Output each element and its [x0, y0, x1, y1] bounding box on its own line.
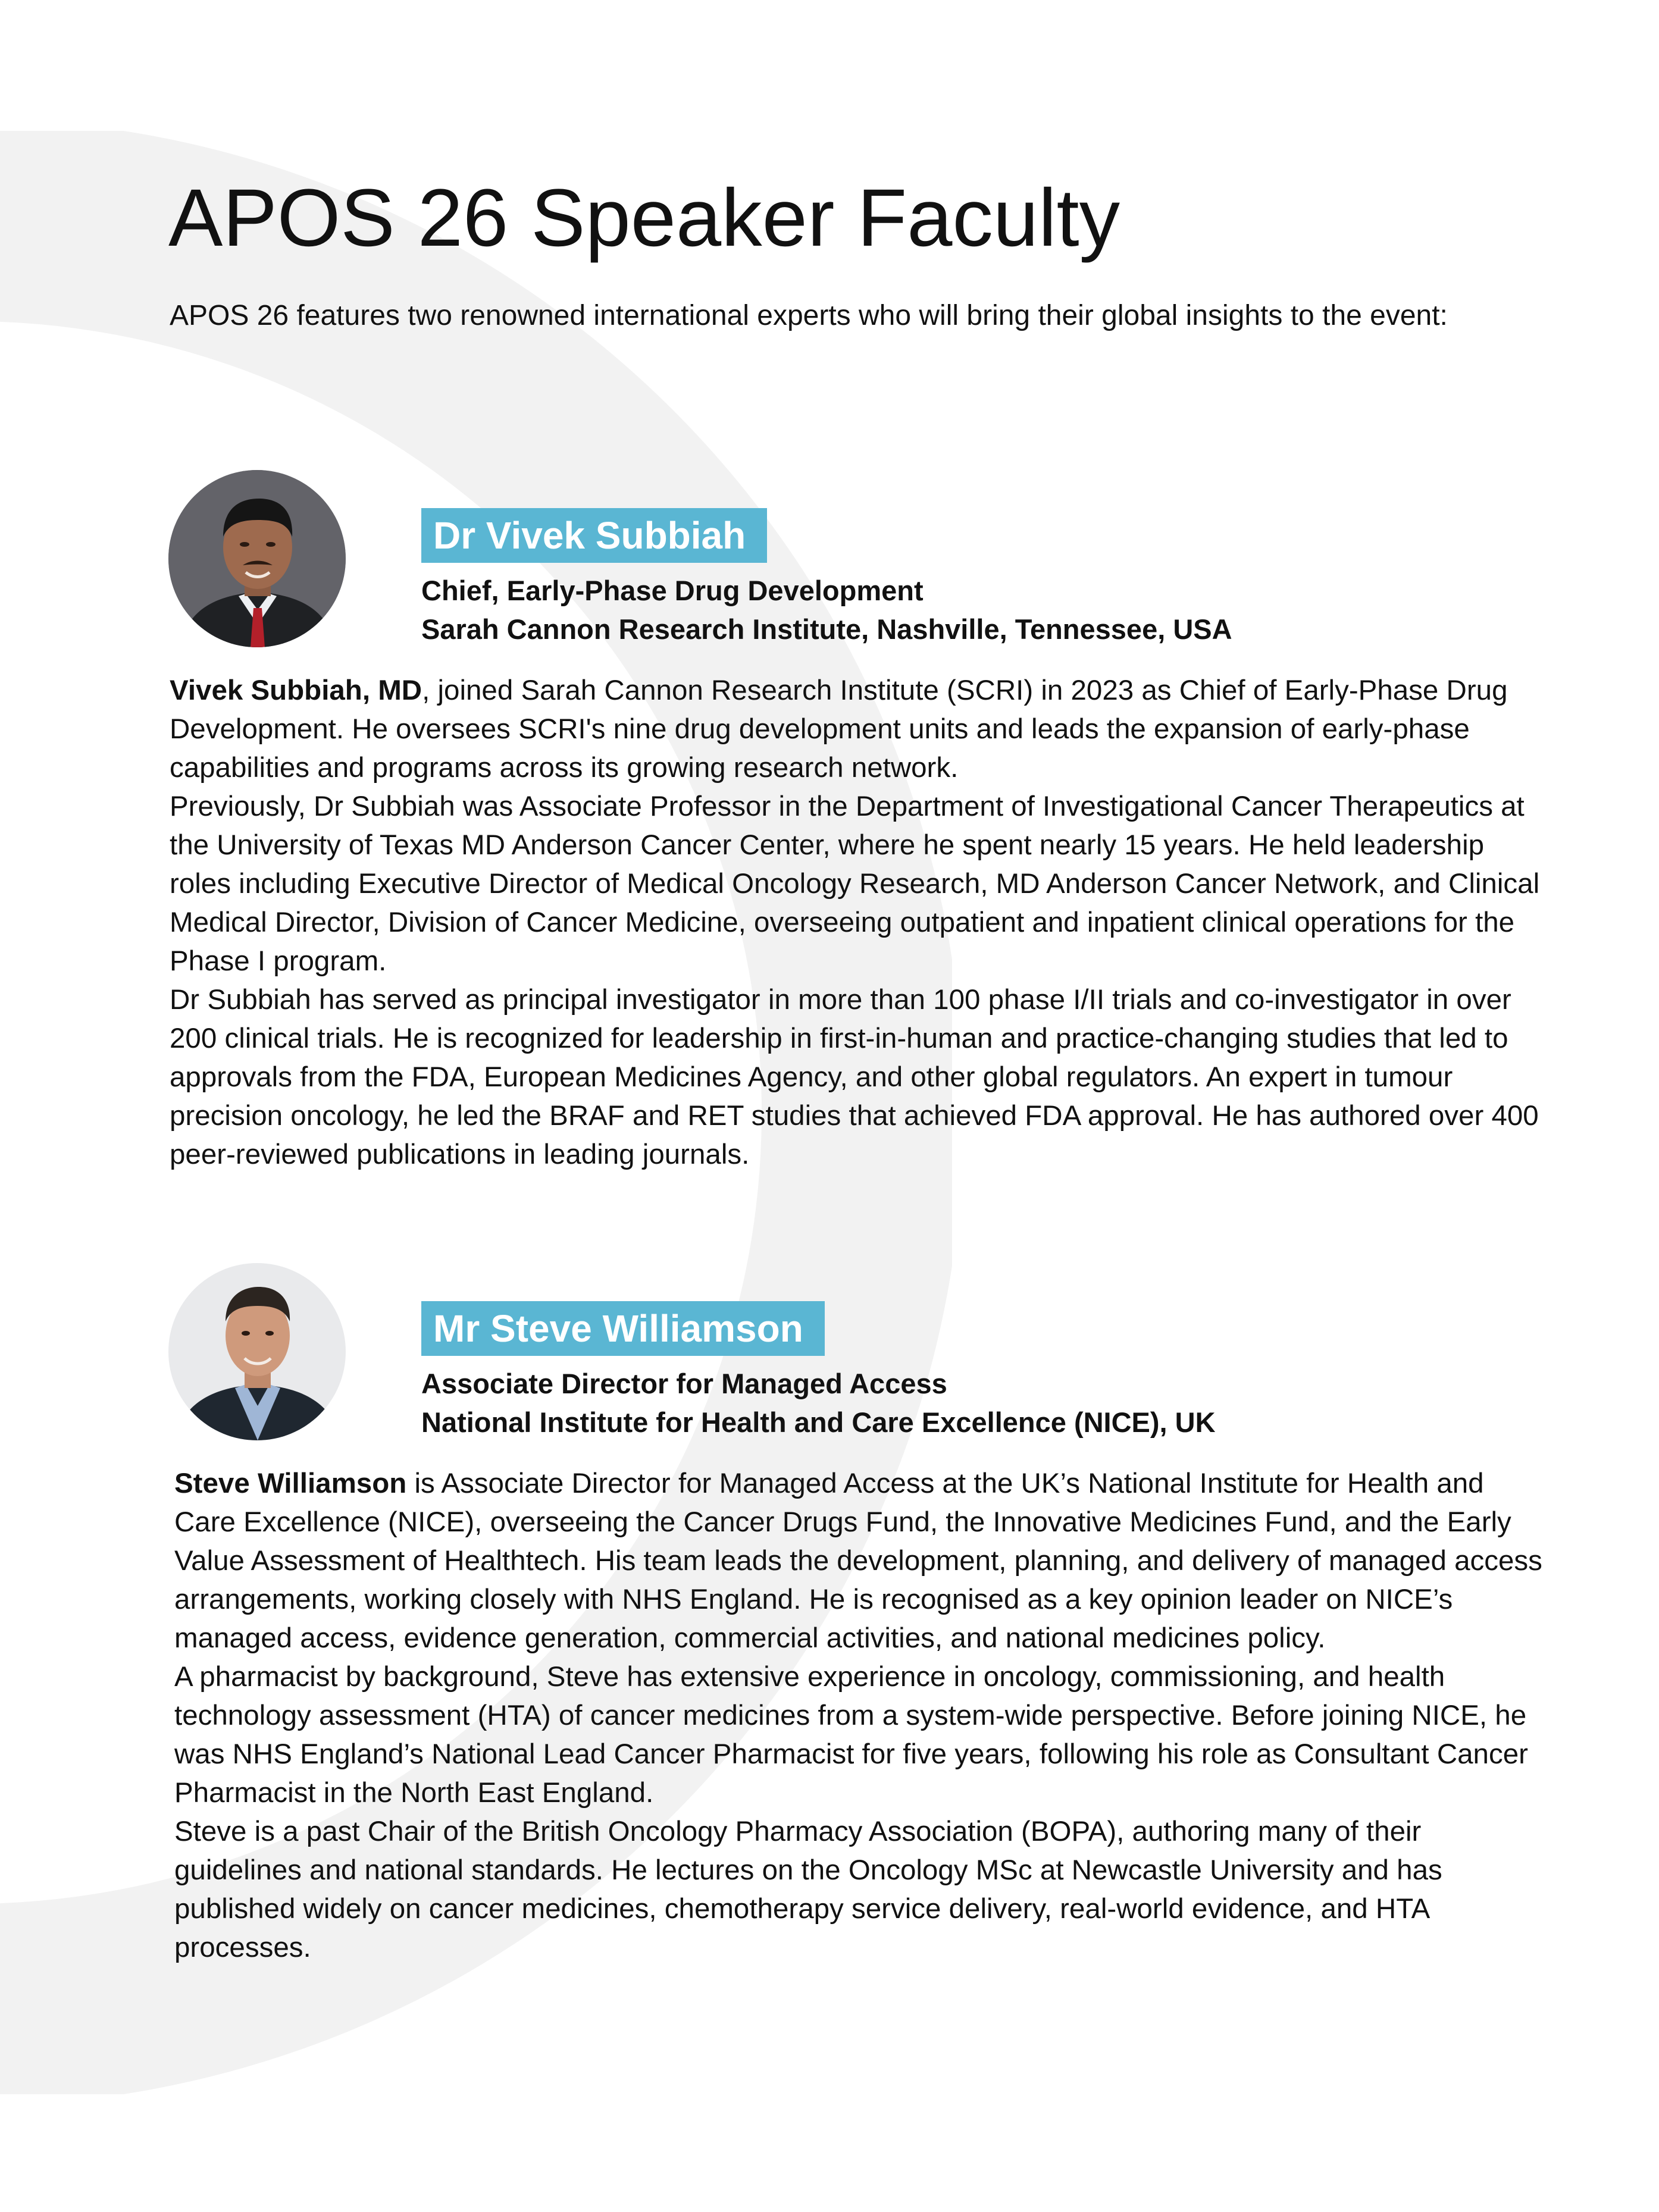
bio-lead-name: Steve Williamson [174, 1468, 407, 1499]
bio-paragraph: A pharmacist by background, Steve has extensive experience in oncology, commissioning, and health technology assessment (HTA) of cancer medicines from a system-wide perspective. Before joining NICE, he was NHS England’s National Lead Cancer Pharmacist for five years, following his role as Consultant Cancer Pharmacist in the North East England. [174, 1661, 1528, 1809]
bio-paragraph: Previously, Dr Subbiah was Associate Professor in the Department of Investigational Cancer Therapeutics at the University of Texas MD Anderson Cancer Center, where he spent nearly 15 years. He held leadership roles including Executive Director of Medical Oncology Research, MD Anderson Cancer Network, and Clinical Medical Director, Division of Cancer Medicine, overseeing outpatient and inpatient clinical operations for the Phase I program. [170, 791, 1540, 977]
bio-paragraph: Dr Subbiah has served as principal investigator in more than 100 phase I/II trials and co-investigator in over 200 clinical trials. He is recognized for leadership in first-in-human and practice-changing studies that led to approvals from the FDA, European Medicines Agency, and other global regulators. An expert in tumour precision oncology, he led the BRAF and RET studies that achieved FDA approval. He has authored over 400 peer-reviewed publications in leading journals. [170, 984, 1539, 1170]
intro-text: APOS 26 features two renowned international experts who will bring their global insights to the event: [170, 300, 1448, 331]
speaker-bio [170, 671, 1544, 1174]
bio-paragraph [170, 671, 1544, 787]
speaker-organization: Sarah Cannon Research Institute, Nashville, Tennessee, USA [421, 613, 1232, 645]
bio-paragraph [174, 1464, 1549, 1658]
speaker-bio [174, 1464, 1549, 1967]
speaker-name: Dr Vivek Subbiah [421, 508, 767, 563]
bio-paragraph-text: is Associate Director for Managed Access at the UK’s National Institute for Health and Care Excellence (NICE), overseeing the Cancer Drugs Fund, the Innovative Medicines Fund, and the Early Value Assessment of Healthtech. His team leads the development, planning, and delivery of managed access arrangements, working closely with NHS England. He is recognised as a key opinion leader on NICE’s managed access, evidence generation, commercial activities, and national medicines policy. [174, 1468, 1542, 1654]
speaker-name: Mr Steve Williamson [421, 1301, 825, 1356]
bio-paragraph-text: , joined Sarah Cannon Research Institute (SCRI) in 2023 as Chief of Early-Phase Drug Development. He oversees SCRI's nine drug development units and leads the expansion of early-phase capabilities and programs across its growing research network. [170, 675, 1508, 784]
speaker-photo [168, 1263, 346, 1440]
speaker-photo [168, 470, 346, 647]
portrait-icon [168, 1263, 346, 1440]
portrait-icon [168, 470, 346, 647]
speaker-title: Associate Director for Managed Access [421, 1368, 947, 1399]
bio-paragraph: Steve is a past Chair of the British Oncology Pharmacy Association (BOPA), authoring many of their guidelines and national standards. He lectures on the Oncology MSc at Newcastle University and has published widely on cancer medicines, chemotherapy service delivery, real-world evidence, and HTA processes. [174, 1816, 1442, 1963]
speaker-title: Chief, Early-Phase Drug Development [421, 575, 924, 606]
speaker-organization: National Institute for Health and Care Excellence (NICE), UK [421, 1406, 1216, 1438]
speaker-role [421, 571, 1232, 648]
speaker-role [421, 1364, 1216, 1442]
bio-lead-name: Vivek Subbiah, MD [170, 675, 422, 706]
page-title: APOS 26 Speaker Faculty [168, 173, 1120, 264]
